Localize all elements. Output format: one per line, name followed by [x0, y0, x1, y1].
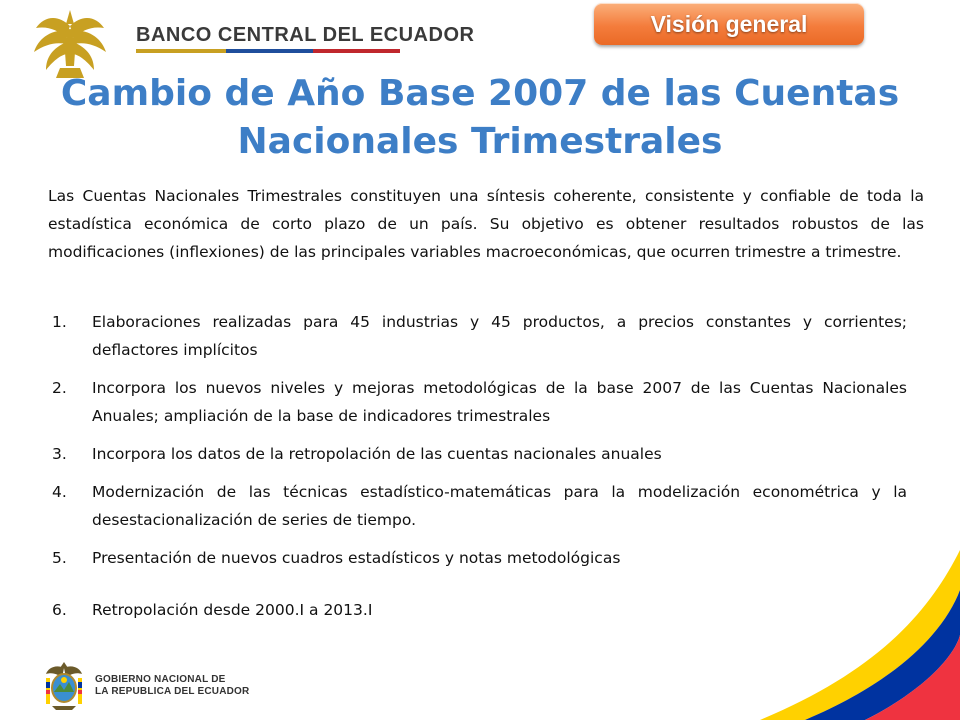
- slide-title-line-1: Cambio de Año Base 2007 de las Cuentas: [60, 73, 900, 114]
- government-caption-line-2: LA REPUBLICA DEL ECUADOR: [95, 686, 250, 697]
- list-item-text: Incorpora los datos de la retropolación de las cuentas nacionales anuales: [92, 445, 662, 463]
- government-caption-line-1: GOBIERNO NACIONAL DE: [95, 674, 226, 685]
- section-badge-label: Visión general: [650, 10, 808, 37]
- list-item-text: Elaboraciones realizadas para 45 industrias y 45 productos, a precios constantes y corrientes; deflactores implícitos: [92, 313, 907, 359]
- list-item-text: Presentación de nuevos cuadros estadísticos y notas metodológicas: [92, 549, 621, 567]
- list-item-number: 2.: [52, 379, 67, 397]
- list-item-number: 1.: [52, 313, 67, 331]
- header-divider: [136, 49, 400, 53]
- list-item: [52, 478, 907, 534]
- slide-title-line-2: Nacionales Trimestrales: [237, 121, 723, 162]
- intro-paragraph: Las Cuentas Nacionales Trimestrales constituyen una síntesis coherente, consistente y confiable de toda la estadística económica de corto plazo de un país. Su objetivo es obtener resultados robustos de las modificaciones (inflexiones) de las principales variables macroeconómicas, que ocurren trimestre a trimestre.: [48, 187, 924, 261]
- list-item-number: 6.: [52, 601, 67, 619]
- ecuador-coat-of-arms-icon: [42, 660, 86, 712]
- institution-name: BANCO CENTRAL DEL ECUADOR: [136, 24, 475, 46]
- flag-swoosh-decoration: [630, 550, 960, 720]
- list-item: [52, 308, 907, 364]
- list-item-text: Incorpora los nuevos niveles y mejoras metodológicas de la base 2007 de las Cuentas Nacionales Anuales; ampliación de la base de indicadores trimestrales: [92, 379, 907, 425]
- slide-title: [30, 70, 930, 166]
- list-item-number: 5.: [52, 549, 67, 567]
- list-item: [52, 374, 907, 430]
- list-item-text: Modernización de las técnicas estadístico-matemáticas para la modelización econométrica y la desestacionalización de series de tiempo.: [92, 483, 907, 529]
- government-caption: [95, 674, 249, 698]
- list-item-text: Retropolación desde 2000.I a 2013.I: [92, 601, 373, 619]
- list-item: [52, 440, 907, 468]
- list-item-number: 3.: [52, 445, 67, 463]
- section-badge: [594, 3, 864, 45]
- list-item-number: 4.: [52, 483, 67, 501]
